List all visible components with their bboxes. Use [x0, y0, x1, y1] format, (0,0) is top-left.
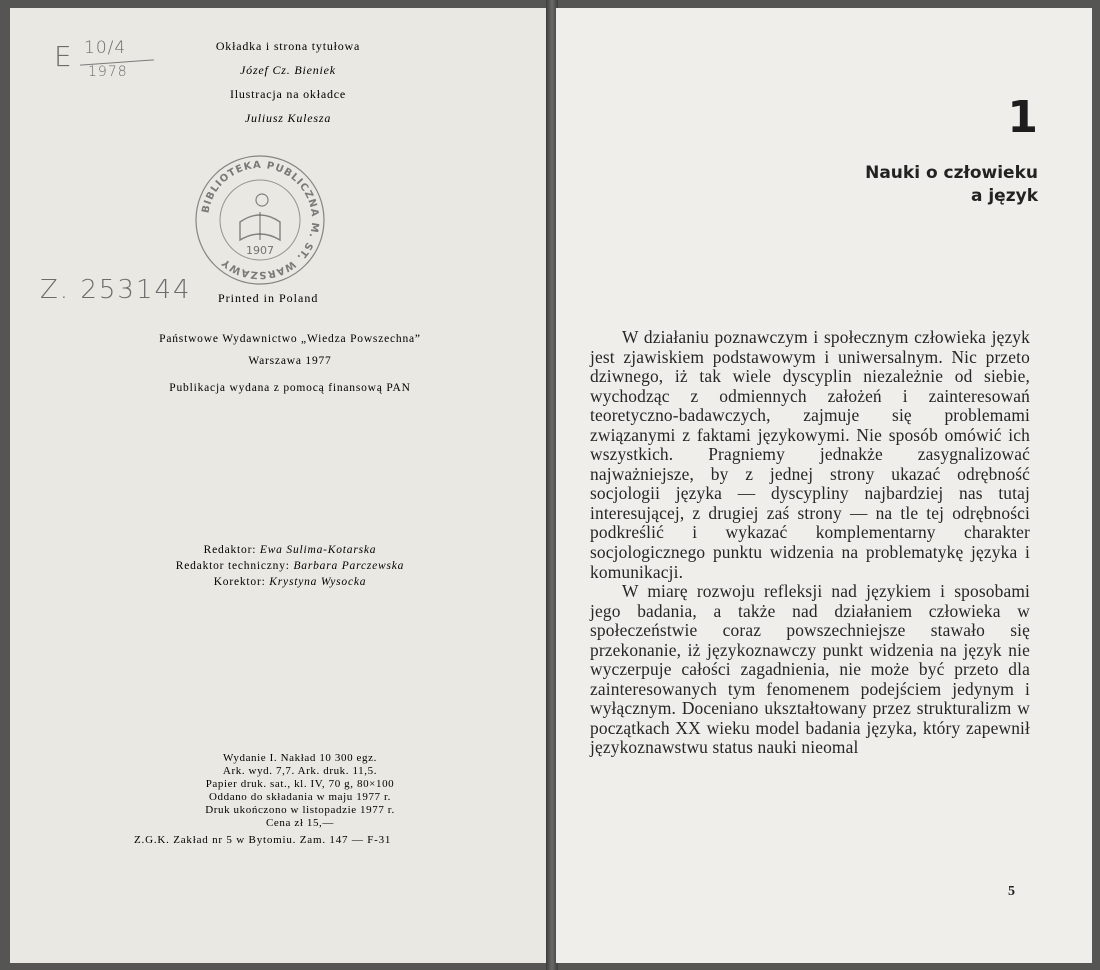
publisher-name: Państwowe Wydawnictwo „Wiedza Powszechna”: [159, 333, 421, 345]
library-stamp-icon: [190, 150, 330, 290]
cover-line-3: Ilustracja na okładce: [229, 87, 347, 101]
chapter-body: [590, 328, 1030, 758]
cover-line-1: Okładka i strona tytułowa: [215, 39, 361, 53]
proofreader-label: Korektor:: [213, 576, 266, 588]
page-number: 5: [1008, 884, 1015, 899]
chapter-title-line-2: a język: [970, 186, 1038, 206]
printer-line: Z.G.K. Zakład nr 5 w Bytomiu. Zam. 147 — F-31: [134, 834, 392, 846]
publisher-place-year: Warszawa 1977: [248, 355, 332, 367]
handwritten-fraction-bottom: 1978: [88, 64, 128, 80]
stamp-ring-text: BIBLIOTEKA PUBLICZNA M. ST. WARSZAWY: [200, 159, 321, 281]
editor-label: Redaktor:: [203, 544, 257, 556]
tech-editor-line: [100, 558, 480, 574]
editor-line: [100, 542, 480, 558]
tech-editor-label: Redaktor techniczny:: [175, 560, 290, 572]
handwritten-mark: E: [54, 40, 72, 73]
cover-designer: Józef Cz. Bieniek: [240, 63, 336, 77]
funding-note: Publikacja wydana z pomocą finansową PAN: [169, 382, 411, 394]
edition-line-2: Ark. wyd. 7,7. Ark. druk. 11,5.: [222, 765, 378, 777]
edition-line-6: Cena zł 15,—: [266, 817, 334, 829]
publisher-block: [100, 328, 480, 372]
paragraph-1: W działaniu poznawczym i społecznym człowieka język jest zjawiskiem podstawowym i uniwersalnym. Nic przeto dziwnego, iż tak wiele dyscyplin niezależnie od siebie, wychodząc z odmiennych założeń i zainteresowań teoretyczno-badawczych, zajmuje się problemami związanymi z faktami językowymi. Nie sposób omówić ich wszystkich. Pragniemy jednakże zasygnalizować najważniejsze, by z jednej strony ukazać odrębność socjologii języka — dyscypliny najbardziej nas tutaj interesującej, z drugiej zaś strony — na tle tej odrębności podkreślić i wykazać komplementarny charakter socjologicznego punktu widzenia na problematykę języka i komunikacji.: [590, 327, 1030, 582]
edition-line-5: Druk ukończono w listopadzie 1977 r.: [205, 804, 395, 816]
handwritten-catalog-number: Z. 253144: [40, 275, 192, 305]
stamp-year: 1907: [246, 244, 274, 257]
paragraph-2: W miarę rozwoju refleksji nad językiem i sposobami jego badania, a także nad działaniem człowieka w społeczeństwie coraz powszechniejsze stawało się przekonanie, iż językoznawczy punkt widzenia na język nie wyczerpuje całości zagadnienia, nie może być przeto dla zainteresowanych tym fenomenem podejściem jedynym i wyłącznym. Doceniano ukształtowany przez strukturalizm w początkach XX wieku model badania języka, który zapewnił językoznawstwu status nauki nieomal: [590, 581, 1030, 758]
printed-in: Printed in Poland: [218, 291, 319, 305]
proofreader-name: Krystyna Wysocka: [269, 576, 367, 588]
edition-details: [160, 752, 440, 830]
chapter-title: [738, 162, 1038, 208]
tech-editor-name: Barbara Parczewska: [293, 560, 405, 572]
cover-credits: [118, 34, 458, 130]
cover-illustrator: Juliusz Kulesza: [244, 111, 332, 125]
edition-line-1: Wydanie I. Nakład 10 300 egz.: [223, 752, 377, 764]
editor-name: Ewa Sulima-Kotarska: [259, 544, 377, 556]
proofreader-line: [100, 574, 480, 590]
edition-line-4: Oddano do składania w maju 1977 r.: [208, 791, 391, 803]
chapter-number: 1: [1007, 92, 1038, 143]
edition-line-3: Papier druk. sat., kl. IV, 70 g, 80×100: [205, 778, 395, 790]
handwritten-fraction-top: 10/4: [84, 38, 127, 58]
editors-block: [100, 542, 480, 590]
chapter-title-line-1: Nauki o człowieku: [865, 163, 1038, 183]
